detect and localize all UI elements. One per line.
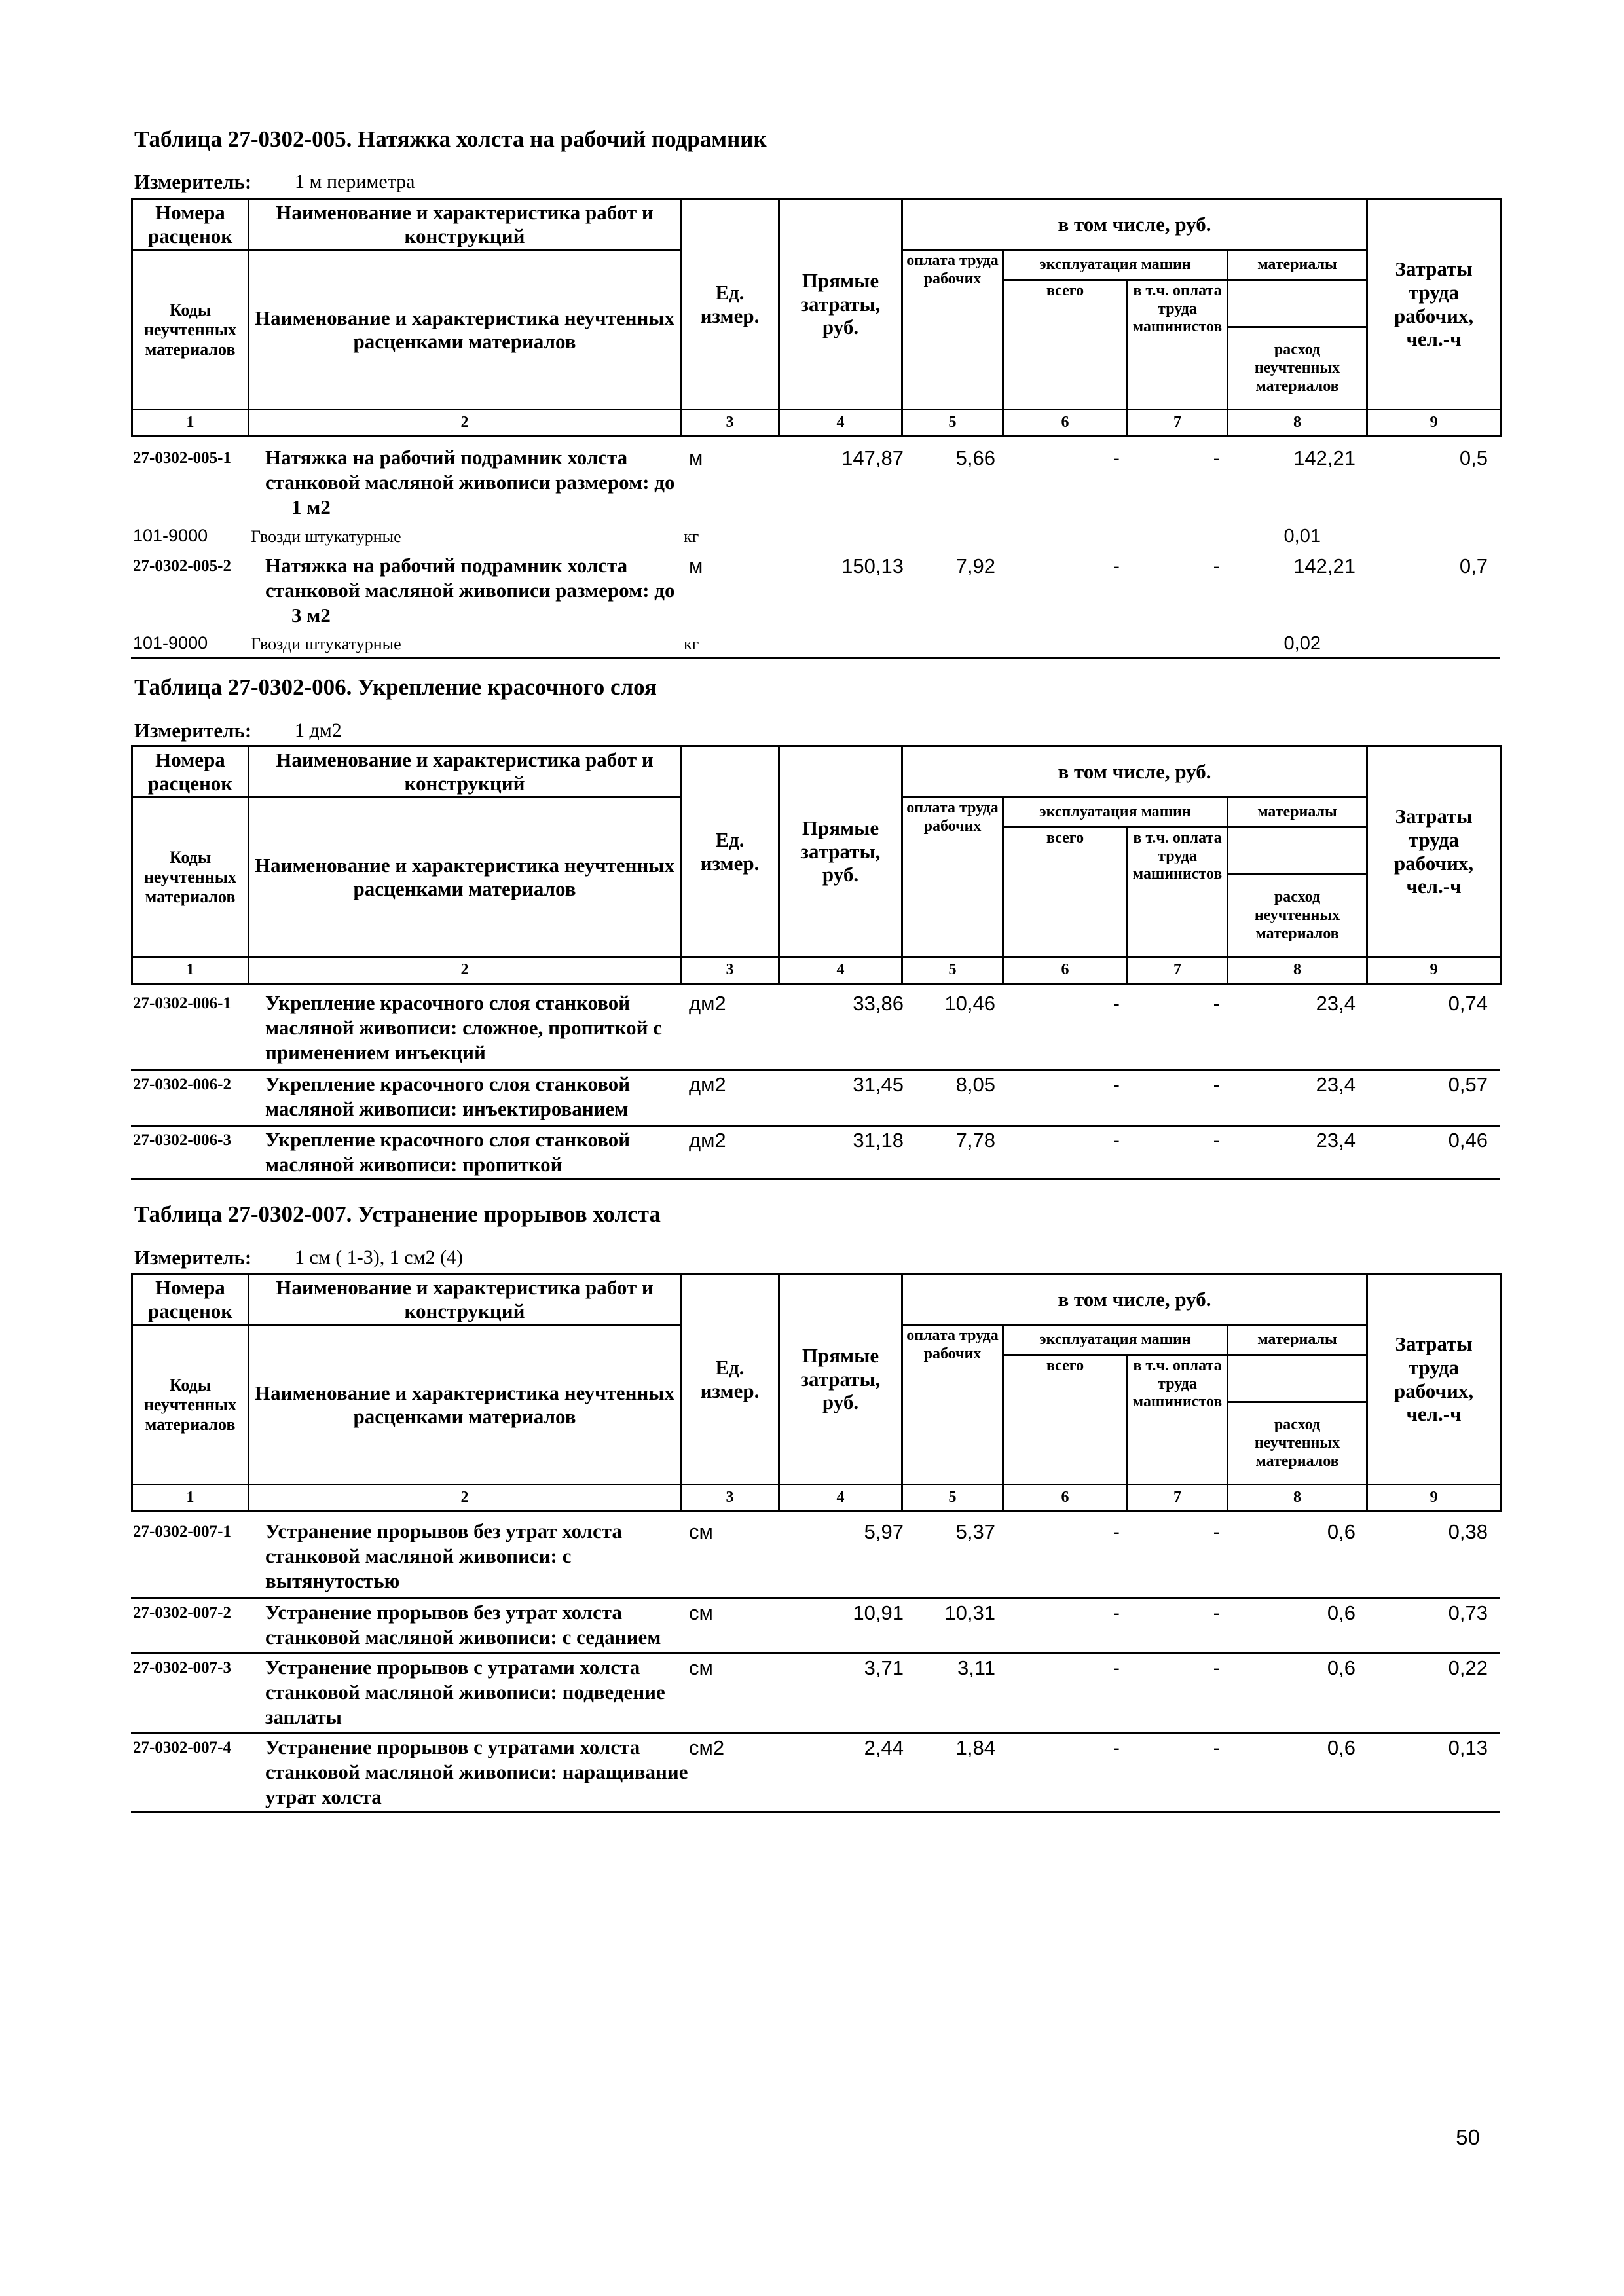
header-empty <box>1228 828 1367 875</box>
labor-hours: 0,13 <box>1448 1736 1488 1759</box>
labor-pay: 10,46 <box>944 992 995 1015</box>
direct-costs: 150,13 <box>841 555 904 577</box>
direct-costs: 147,87 <box>841 446 904 469</box>
labor-pay: 7,92 <box>955 555 995 577</box>
header-number: Номера расценок <box>132 1274 249 1325</box>
col-number: 1 <box>132 957 249 984</box>
table-end-line <box>131 1811 1500 1813</box>
col-number: 2 <box>249 957 681 984</box>
header-machines-total: всего <box>1003 280 1128 410</box>
header-direct-costs: Прямые затраты, руб. <box>779 199 902 410</box>
rate-code: 27-0302-005-2 <box>133 557 231 575</box>
unit: дм2 <box>689 1073 726 1096</box>
col-number: 8 <box>1228 1485 1367 1512</box>
col-number: 5 <box>902 957 1003 984</box>
labor-hours: 0,74 <box>1448 992 1488 1015</box>
header-number: Номера расценок <box>132 199 249 250</box>
col-number: 6 <box>1003 1485 1128 1512</box>
labor-pay: 8,05 <box>955 1073 995 1096</box>
header-materials-usage: расход неучтенных материалов <box>1228 875 1367 957</box>
machinist-pay: - <box>1213 1656 1220 1679</box>
header-work-name: Наименование и характеристика работ и конструкций <box>249 1274 681 1325</box>
header-machines: эксплуатация машин <box>1003 250 1228 280</box>
materials: 142,21 <box>1293 446 1356 469</box>
col-number: 2 <box>249 1485 681 1512</box>
material-name: Гвозди штукатурные <box>251 527 401 546</box>
work-name-text: Натяжка на рабочий подрамник холста станковой масляной живописи размером: до <box>265 446 675 494</box>
labor-pay: 3,11 <box>957 1656 995 1679</box>
direct-costs: 33,86 <box>853 992 904 1015</box>
col-number: 6 <box>1003 957 1128 984</box>
materials: 0,6 <box>1327 1736 1356 1759</box>
header-materials: материалы <box>1228 797 1367 828</box>
header-including: в том числе, руб. <box>902 1274 1367 1325</box>
rate-code: 27-0302-006-1 <box>133 994 231 1012</box>
table-header <box>131 745 1502 985</box>
header-materials-name: Наименование и характеристика неучтенных расценками материалов <box>249 1325 681 1485</box>
direct-costs: 3,71 <box>864 1656 904 1679</box>
header-unit: Ед. измер. <box>681 746 779 957</box>
labor-hours: 0,57 <box>1448 1073 1488 1096</box>
materials: 142,21 <box>1293 555 1356 577</box>
machinist-pay: - <box>1213 1129 1220 1152</box>
header-labor-costs: Затраты труда рабочих, чел.-ч <box>1367 199 1501 410</box>
col-number: 8 <box>1228 410 1367 437</box>
table-header <box>131 1273 1502 1512</box>
table-title: Таблица 27-0302-005. Натяжка холста на рабочий подрамник <box>134 126 767 152</box>
labor-hours: 0,22 <box>1448 1656 1488 1679</box>
work-name: Устранение прорывов с утратами холста станковой масляной живописи: подведение заплаты <box>265 1656 665 1728</box>
header-unit: Ед. измер. <box>681 199 779 410</box>
labor-pay: 1,84 <box>955 1736 995 1759</box>
machinist-pay: - <box>1213 1520 1220 1543</box>
header-materials: материалы <box>1228 250 1367 280</box>
header-machines-total: всего <box>1003 1355 1128 1485</box>
direct-costs: 5,97 <box>864 1520 904 1543</box>
col-number: 4 <box>779 1485 902 1512</box>
work-name: Укрепление красочного слоя станковой масляной живописи: инъектированием <box>265 1072 631 1120</box>
unit: см2 <box>689 1736 725 1759</box>
unit: дм2 <box>689 1129 726 1152</box>
measure-value: 1 м периметра <box>295 171 415 192</box>
col-number: 2 <box>249 410 681 437</box>
machinist-pay: - <box>1213 1073 1220 1096</box>
materials: 23,4 <box>1316 992 1356 1015</box>
materials: 0,6 <box>1327 1601 1356 1624</box>
machines-total: - <box>1113 555 1120 577</box>
table-end-line <box>131 1178 1500 1180</box>
header-machines: эксплуатация машин <box>1003 797 1228 828</box>
material-name: Гвозди штукатурные <box>251 634 401 653</box>
material-code: 101-9000 <box>133 526 208 545</box>
header-materials-usage: расход неучтенных материалов <box>1228 1402 1367 1485</box>
col-number: 7 <box>1128 1485 1228 1512</box>
header-materials-name: Наименование и характеристика неучтенных расценками материалов <box>249 797 681 957</box>
direct-costs: 2,44 <box>864 1736 904 1759</box>
unit: м <box>689 446 703 469</box>
header-codes: Коды неучтенных материалов <box>132 1325 249 1485</box>
unit: см <box>689 1601 713 1624</box>
col-number: 3 <box>681 957 779 984</box>
col-number: 7 <box>1128 957 1228 984</box>
col-number: 1 <box>132 410 249 437</box>
header-materials: материалы <box>1228 1325 1367 1355</box>
col-number: 3 <box>681 410 779 437</box>
col-number: 7 <box>1128 410 1228 437</box>
table-header <box>131 198 1502 437</box>
header-labor-pay: оплата труда рабочих <box>902 797 1003 957</box>
rate-code: 27-0302-007-2 <box>133 1604 231 1622</box>
direct-costs: 31,18 <box>853 1129 904 1152</box>
work-name <box>265 445 697 520</box>
labor-hours: 0,38 <box>1448 1520 1488 1543</box>
row-separator <box>131 1652 1500 1654</box>
materials: 23,4 <box>1316 1073 1356 1096</box>
machinist-pay: - <box>1213 555 1220 577</box>
col-number: 5 <box>902 1485 1003 1512</box>
header-work-name: Наименование и характеристика работ и конструкций <box>249 746 681 797</box>
header-unit: Ед. измер. <box>681 1274 779 1485</box>
measure-label: Измеритель: <box>134 1246 252 1269</box>
machines-total: - <box>1113 446 1120 469</box>
rate-code: 27-0302-007-1 <box>133 1523 231 1540</box>
col-number: 8 <box>1228 957 1367 984</box>
material-unit: кг <box>684 527 699 546</box>
work-name-text: Натяжка на рабочий подрамник холста станковой масляной живописи размером: до <box>265 554 675 602</box>
measure-label: Измеритель: <box>134 719 252 742</box>
unit: дм2 <box>689 992 726 1015</box>
machines-total: - <box>1113 1073 1120 1096</box>
table-title: Таблица 27-0302-007. Устранение прорывов холста <box>134 1201 661 1227</box>
material-code: 101-9000 <box>133 633 208 653</box>
work-name <box>265 553 697 628</box>
header-direct-costs: Прямые затраты, руб. <box>779 1274 902 1485</box>
machines-total: - <box>1113 1129 1120 1152</box>
col-number: 1 <box>132 1485 249 1512</box>
header-including: в том числе, руб. <box>902 199 1367 250</box>
header-including: в том числе, руб. <box>902 746 1367 797</box>
direct-costs: 10,91 <box>853 1601 904 1624</box>
col-number: 5 <box>902 410 1003 437</box>
machinist-pay: - <box>1213 1736 1220 1759</box>
measure-label: Измеритель: <box>134 170 252 193</box>
col-number: 9 <box>1367 410 1501 437</box>
header-labor-costs: Затраты труда рабочих, чел.-ч <box>1367 1274 1501 1485</box>
labor-pay: 7,78 <box>955 1129 995 1152</box>
unit: см <box>689 1520 713 1543</box>
materials: 0,6 <box>1327 1656 1356 1679</box>
header-direct-costs: Прямые затраты, руб. <box>779 746 902 957</box>
header-empty <box>1228 280 1367 327</box>
labor-pay: 5,37 <box>955 1520 995 1543</box>
machines-total: - <box>1113 1736 1120 1759</box>
header-machinist-pay: в т.ч. оплата труда машинистов <box>1128 280 1228 410</box>
header-machinist-pay: в т.ч. оплата труда машинистов <box>1128 1355 1228 1485</box>
header-labor-costs: Затраты труда рабочих, чел.-ч <box>1367 746 1501 957</box>
machines-total: - <box>1113 1601 1120 1624</box>
unit: м <box>689 555 703 577</box>
machines-total: - <box>1113 1656 1120 1679</box>
header-work-name: Наименование и характеристика работ и конструкций <box>249 199 681 250</box>
header-labor-pay: оплата труда рабочих <box>902 250 1003 410</box>
material-usage: 0,02 <box>1283 633 1321 654</box>
materials: 23,4 <box>1316 1129 1356 1152</box>
row-separator <box>131 1069 1500 1071</box>
rate-code: 27-0302-007-3 <box>133 1659 231 1677</box>
material-unit: кг <box>684 634 699 653</box>
work-name-tail: 3 м2 <box>291 604 331 627</box>
table-title: Таблица 27-0302-006. Укрепление красочного слоя <box>134 674 657 700</box>
header-labor-pay: оплата труда рабочих <box>902 1325 1003 1485</box>
machinist-pay: - <box>1213 1601 1220 1624</box>
header-empty <box>1228 1355 1367 1402</box>
labor-hours: 0,73 <box>1448 1601 1488 1624</box>
machinist-pay: - <box>1213 446 1220 469</box>
work-name: Укрепление красочного слоя станковой масляной живописи: пропиткой <box>265 1128 631 1176</box>
row-separator <box>131 1732 1500 1734</box>
header-machines: эксплуатация машин <box>1003 1325 1228 1355</box>
work-name: Устранение прорывов без утрат холста станковой масляной живописи: с вытянутостью <box>265 1520 622 1592</box>
table-end-line <box>131 657 1500 659</box>
unit: см <box>689 1656 713 1679</box>
header-machines-total: всего <box>1003 828 1128 957</box>
measure-value: 1 дм2 <box>295 720 342 741</box>
page-number: 50 <box>1456 2125 1480 2149</box>
labor-hours: 0,46 <box>1448 1129 1488 1152</box>
col-number: 6 <box>1003 410 1128 437</box>
labor-hours: 0,7 <box>1459 555 1488 577</box>
header-codes: Коды неучтенных материалов <box>132 797 249 957</box>
labor-hours: 0,5 <box>1459 446 1488 469</box>
rate-code: 27-0302-005-1 <box>133 449 231 467</box>
machinist-pay: - <box>1213 992 1220 1015</box>
rate-code: 27-0302-006-2 <box>133 1076 231 1093</box>
col-number: 3 <box>681 1485 779 1512</box>
header-machinist-pay: в т.ч. оплата труда машинистов <box>1128 828 1228 957</box>
rate-code: 27-0302-006-3 <box>133 1131 231 1149</box>
work-name: Укрепление красочного слоя станковой масляной живописи: сложное, пропиткой с применением инъекций <box>265 991 662 1064</box>
direct-costs: 31,45 <box>853 1073 904 1096</box>
col-number: 9 <box>1367 1485 1501 1512</box>
rate-code: 27-0302-007-4 <box>133 1739 231 1757</box>
work-name: Устранение прорывов без утрат холста станковой масляной живописи: с седанием <box>265 1601 661 1649</box>
row-separator <box>131 1597 1500 1599</box>
col-number: 4 <box>779 410 902 437</box>
col-number: 4 <box>779 957 902 984</box>
materials: 0,6 <box>1327 1520 1356 1543</box>
header-codes: Коды неучтенных материалов <box>132 250 249 410</box>
work-name-tail: 1 м2 <box>291 496 331 519</box>
header-number: Номера расценок <box>132 746 249 797</box>
machines-total: - <box>1113 992 1120 1015</box>
labor-pay: 10,31 <box>944 1601 995 1624</box>
col-number: 9 <box>1367 957 1501 984</box>
measure-value: 1 см ( 1-3), 1 см2 (4) <box>295 1247 464 1268</box>
work-name: Устранение прорывов с утратами холста станковой масляной живописи: наращивание утрат холста <box>265 1736 688 1808</box>
row-separator <box>131 1125 1500 1127</box>
machines-total: - <box>1113 1520 1120 1543</box>
header-materials-usage: расход неучтенных материалов <box>1228 327 1367 410</box>
labor-pay: 5,66 <box>955 446 995 469</box>
header-materials-name: Наименование и характеристика неучтенных расценками материалов <box>249 250 681 410</box>
material-usage: 0,01 <box>1283 526 1321 547</box>
